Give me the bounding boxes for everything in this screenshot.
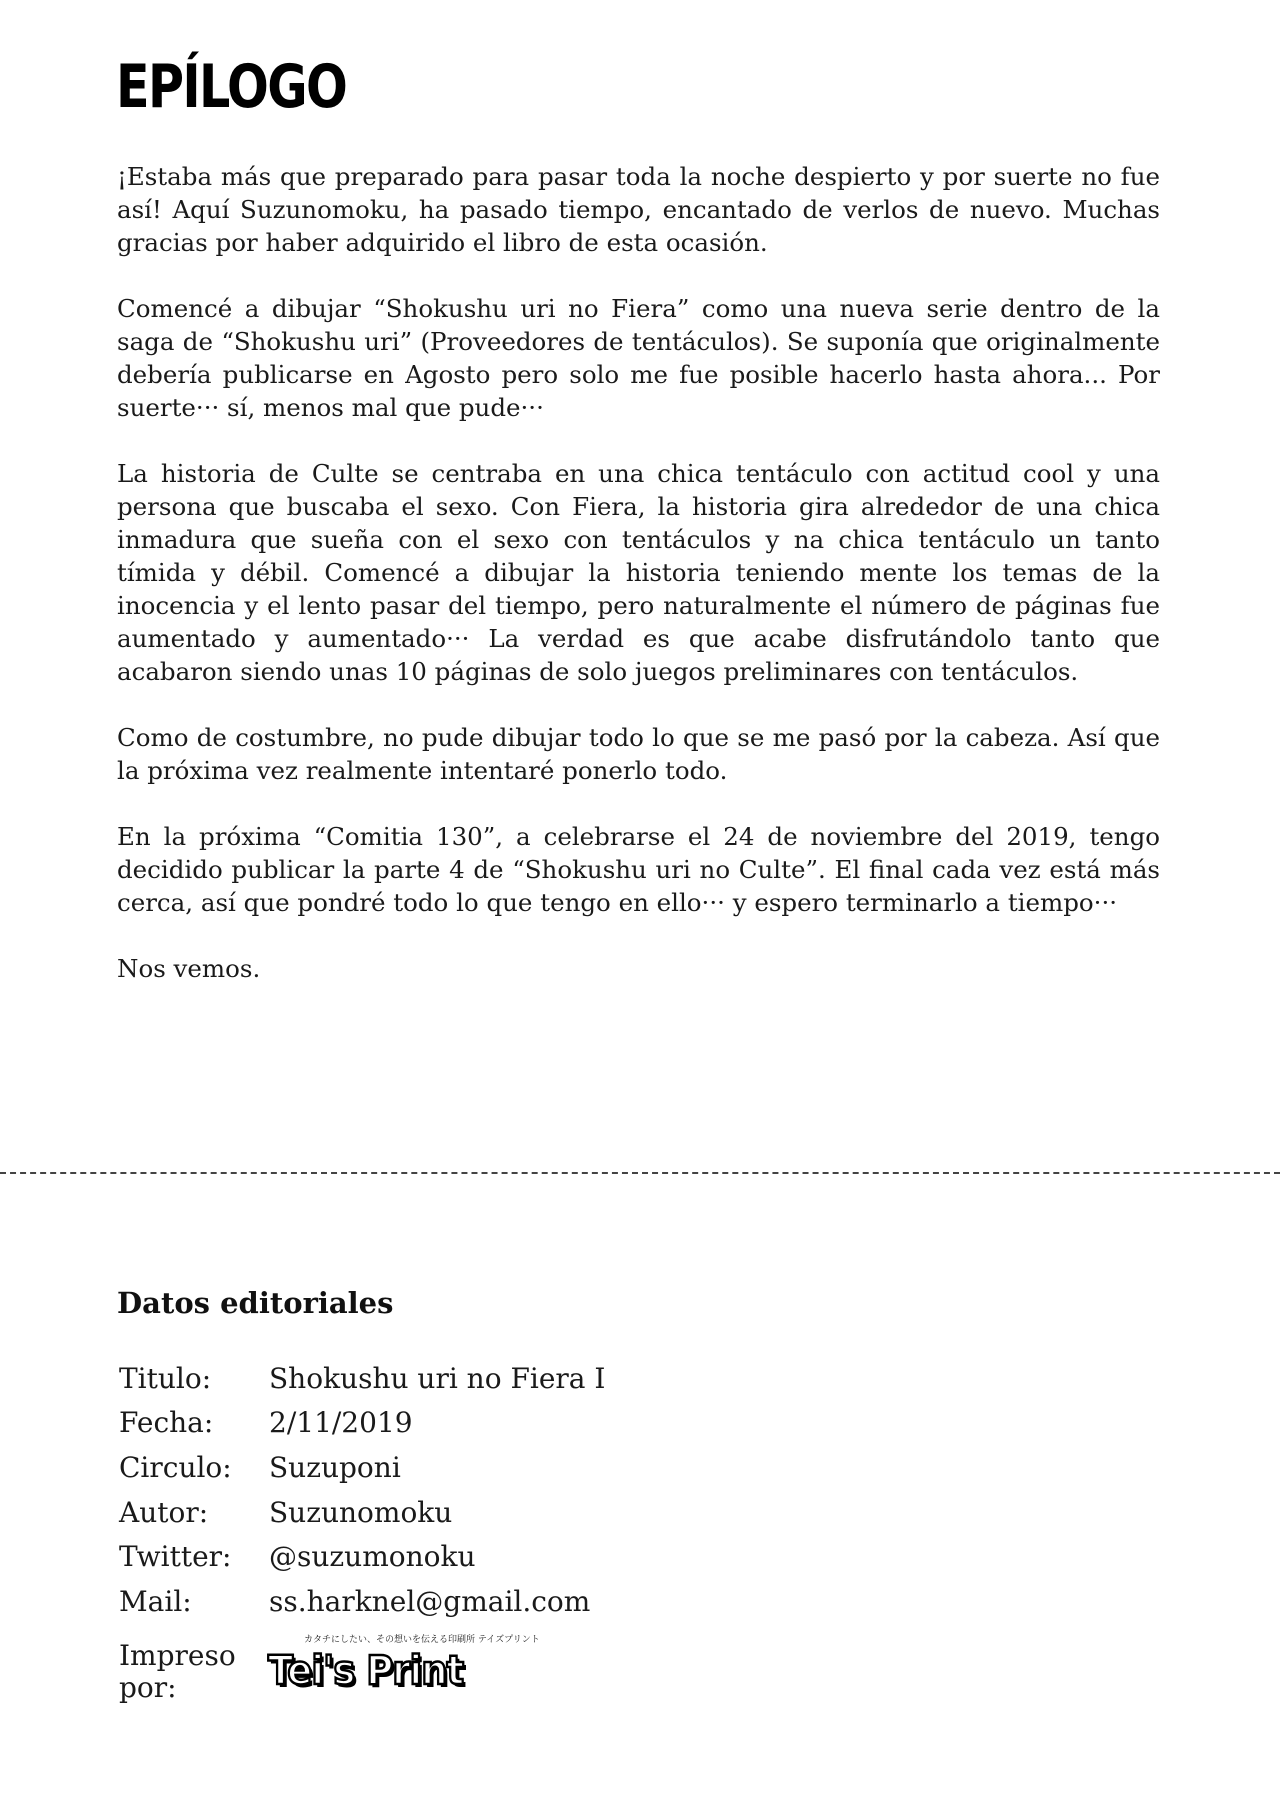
printer-logo-name: Tei's Print bbox=[268, 1648, 464, 1694]
editorial-data-list bbox=[119, 1356, 605, 1624]
editorial-row-circle bbox=[119, 1445, 605, 1490]
editorial-data-heading: Datos editoriales bbox=[117, 1286, 394, 1320]
row-label: Titulo: bbox=[119, 1361, 212, 1395]
epilogue-body bbox=[117, 160, 1160, 1018]
row-label: Fecha: bbox=[119, 1406, 214, 1440]
row-value: ss.harknel@gmail.com bbox=[269, 1584, 591, 1618]
editorial-row-mail bbox=[119, 1579, 605, 1624]
epilogue-paragraph: ¡Estaba más que preparado para pasar toda la noche despierto y por suerte no fue así! Aquí Suzunomoku, ha pasado tiempo, encantado de verlos de nuevo. Muchas gracias por haber adquirido el libro de esta ocasión. bbox=[117, 162, 1160, 257]
editorial-row-title bbox=[119, 1356, 605, 1401]
epilogue-paragraph: Nos vemos. bbox=[117, 954, 261, 983]
row-value: Shokushu uri no Fiera I bbox=[269, 1361, 606, 1395]
editorial-row-author bbox=[119, 1490, 605, 1535]
row-label: Circulo: bbox=[119, 1450, 232, 1484]
editorial-row-date bbox=[119, 1401, 605, 1446]
row-value: @suzumonoku bbox=[269, 1540, 476, 1574]
printer-logo-tagline: カタチにしたい、その想いを伝える印刷所 テイズプリント bbox=[304, 1635, 540, 1645]
epilogue-paragraph: Comencé a dibujar “Shokushu uri no Fiera” como una nueva serie dentro de la saga de “Shokushu uri” (Proveedores de tentáculos). Se suponía que originalmente debería publicarse en Agosto pero solo me fue posible hacerlo hasta ahora... Por suerte··· sí, menos mal que pude··· bbox=[117, 294, 1160, 422]
row-value: Suzunomoku bbox=[269, 1495, 453, 1529]
row-value: Suzuponi bbox=[269, 1450, 401, 1484]
printed-by-label: Impreso por: bbox=[119, 1639, 236, 1704]
row-label: Twitter: bbox=[119, 1540, 232, 1574]
epilogue-paragraph: La historia de Culte se centraba en una chica tentáculo con actitud cool y una persona que buscaba el sexo. Con Fiera, la historia gira alrededor de una chica inmadura que sueña con el sexo con tentáculos y na chica tentáculo un tanto tímida y débil. Comencé a dibujar la historia teniendo mente los temas de la inocencia y el lento pasar del tiempo, pero naturalmente el número de páginas fue aumentado y aumentado··· La verdad es que acabe disfrutándolo tanto que acabaron siendo unas 10 páginas de solo juegos preliminares con tentáculos. bbox=[117, 459, 1160, 686]
printer-logo bbox=[268, 1632, 540, 1702]
page-title: EPÍLOGO bbox=[116, 52, 347, 122]
dashed-separator bbox=[0, 1172, 1280, 1174]
row-label: Mail: bbox=[119, 1584, 192, 1618]
epilogue-paragraph: En la próxima “Comitia 130”, a celebrarse el 24 de noviembre del 2019, tengo decidido publicar la parte 4 de “Shokushu uri no Culte”. El final cada vez está más cerca, así que pondré todo lo que tengo en ello··· y espero terminarlo a tiempo··· bbox=[117, 822, 1160, 917]
epilogue-paragraph: Como de costumbre, no pude dibujar todo lo que se me pasó por la cabeza. Así que la próxima vez realmente intentaré ponerlo todo. bbox=[117, 723, 1160, 785]
editorial-row-twitter bbox=[119, 1534, 605, 1579]
row-value: 2/11/2019 bbox=[269, 1406, 413, 1440]
row-label: Autor: bbox=[119, 1495, 209, 1529]
